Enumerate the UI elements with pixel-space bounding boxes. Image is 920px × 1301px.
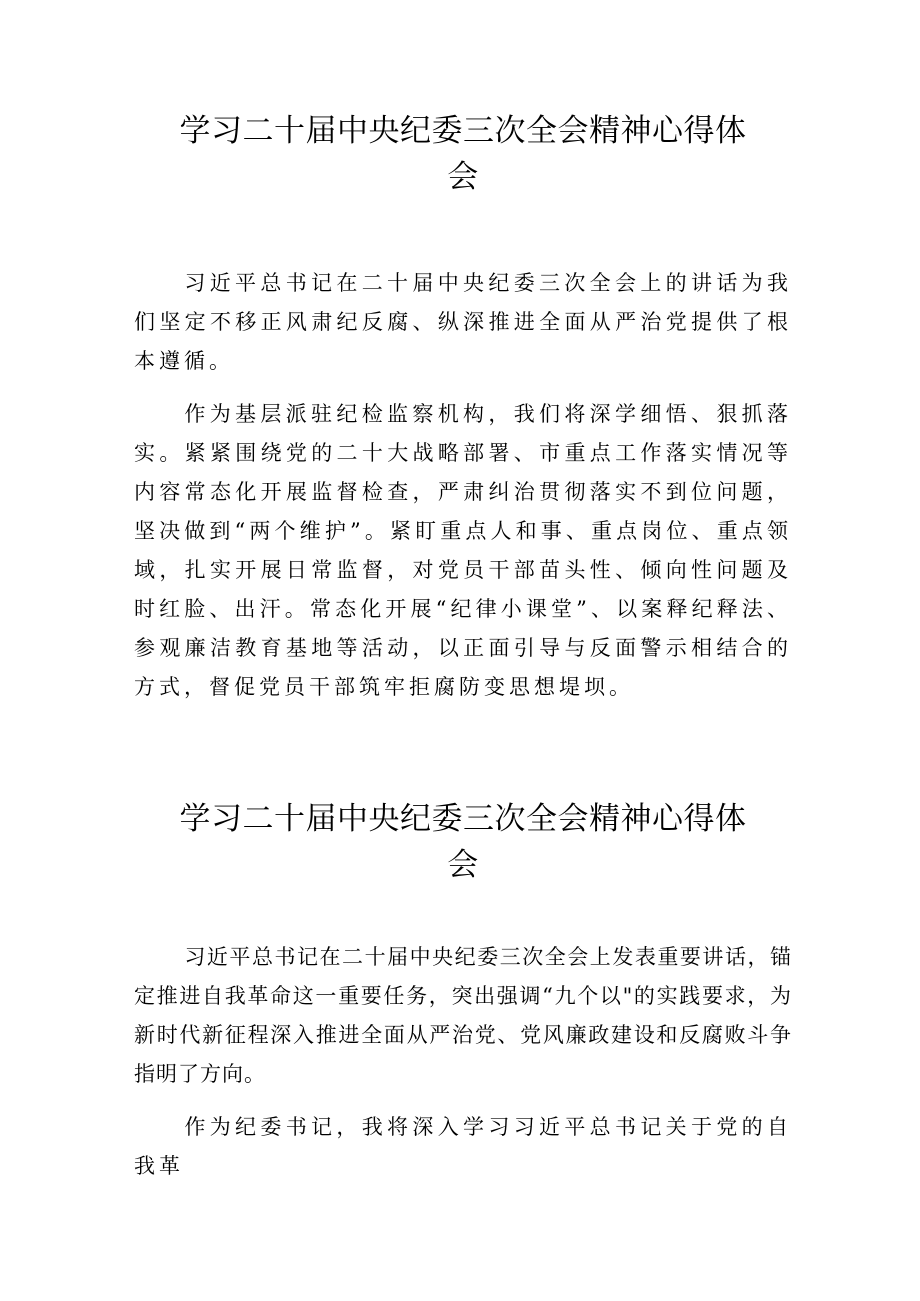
article-title bbox=[134, 796, 792, 888]
paragraph: 作为纪委书记，我将深入学习习近平总书记关于党的自我革 bbox=[134, 1115, 792, 1178]
article-body bbox=[134, 938, 792, 1200]
article-title-line-1: 学习二十届中央纪委三次全会精神心得体 bbox=[179, 801, 747, 837]
paragraph: 习近平总书记在二十届中央纪委三次全会上的讲话为我们坚定不移正风肃纪反腐、纵深推进全面从严治党提供了根本遵循。 bbox=[134, 271, 792, 373]
article-title bbox=[134, 108, 792, 200]
paragraph: 作为基层派驻纪检监察机构，我们将深学细悟、狠抓落实。紧紧围绕党的二十大战略部署、市重点工作落实情况等内容常态化开展监督检查，严肃纠治贯彻落实不到位问题，坚决做到“两个维护”。紧盯重点人和事、重点岗位、重点领域，扎实开展日常监督，对党员干部苗头性、倾向性问题及时红脸、出汗。常态化开展“纪律小课堂”、以案释纪释法、参观廉洁教育基地等活动，以正面引导与反面警示相结合的方式，督促党员干部筑牢拒腐防变思想堤坝。 bbox=[134, 402, 792, 699]
article-body bbox=[134, 264, 792, 721]
article-title-line-1: 学习二十届中央纪委三次全会精神心得体 bbox=[179, 113, 747, 149]
paragraph: 习近平总书记在二十届中央纪委三次全会上发表重要讲话，锚定推进自我革命这一重要任务，突出强调“九个以"的实践要求，为新时代新征程深入推进全面从严治党、党风廉政建设和反腐败斗争指明了方向。 bbox=[134, 945, 792, 1086]
article-title-line-2: 会 bbox=[447, 847, 479, 883]
article-title-line-2: 会 bbox=[447, 159, 479, 195]
